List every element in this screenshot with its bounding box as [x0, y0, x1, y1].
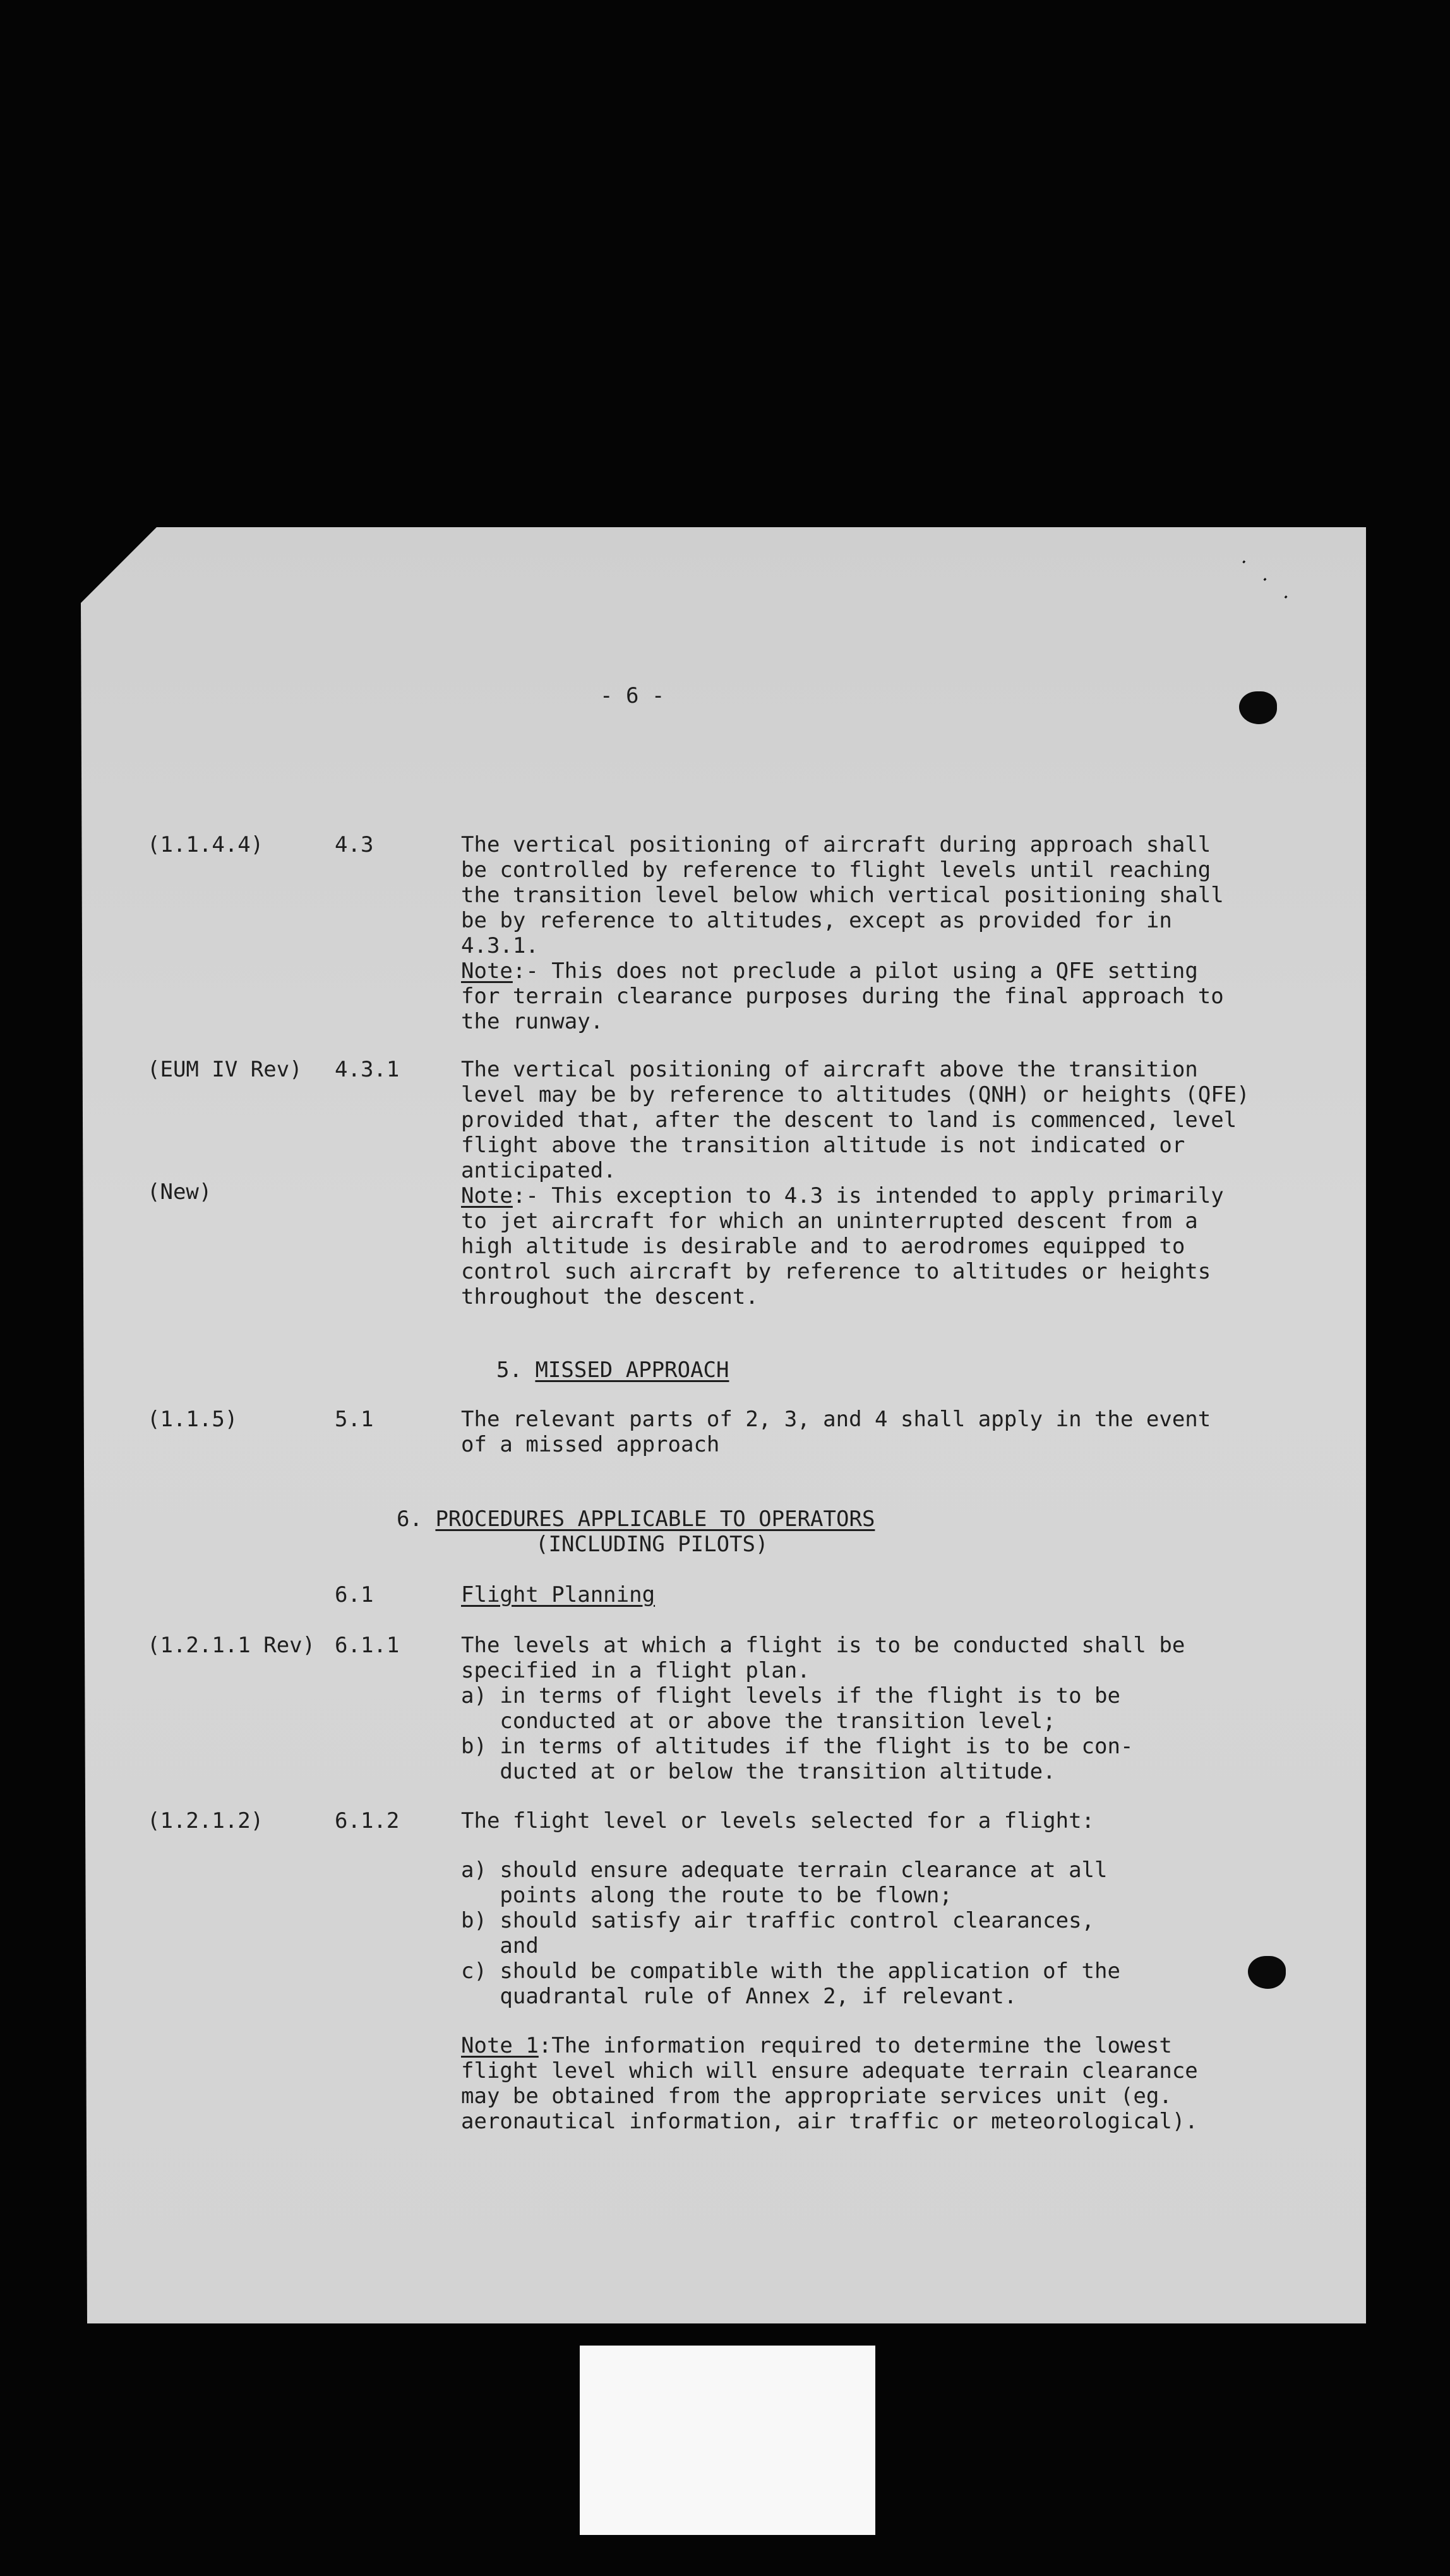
section-number-4-3-1: 4.3.1	[335, 1057, 400, 1082]
section-number-6-1: 6.1	[335, 1582, 374, 1607]
list-item-line: a) in terms of flight levels if the flight is to be	[461, 1683, 1120, 1708]
note-line: for terrain clearance purposes during the final approach to	[461, 984, 1224, 1009]
note-line: may be obtained from the appropriate services unit (eg.	[461, 2084, 1172, 2109]
section-heading-6	[397, 1506, 875, 1532]
list-item-line: quadrantal rule of Annex 2, if relevant.	[461, 1984, 1017, 2009]
margin-ref-6-1-1: (1.2.1.1 Rev)	[147, 1633, 316, 1658]
paragraph-line: the transition level below which vertical positioning shall	[461, 883, 1224, 908]
note-line: throughout the descent.	[461, 1284, 758, 1309]
section-number-4-3: 4.3	[335, 832, 374, 857]
punch-hole-bottom	[1248, 1956, 1286, 1989]
section-number-5-1: 5.1	[335, 1407, 374, 1432]
heading-text: PROCEDURES APPLICABLE TO OPERATORS	[435, 1506, 875, 1532]
note-line: to jet aircraft for which an uninterrupted descent from a	[461, 1208, 1198, 1234]
paragraph-line: anticipated.	[461, 1158, 616, 1183]
list-item-line: ducted at or below the transition altitude.	[461, 1759, 1056, 1784]
punch-hole-top	[1239, 691, 1277, 724]
section-subheading-6: (INCLUDING PILOTS)	[536, 1532, 769, 1557]
note-line	[461, 1183, 1224, 1208]
paragraph-line: be by reference to altitudes, except as provided for in	[461, 908, 1172, 933]
note-line: high altitude is desirable and to aerodromes equipped to	[461, 1234, 1185, 1259]
note-line	[461, 2033, 1172, 2058]
section-number-6-1-2: 6.1.2	[335, 1808, 400, 1834]
margin-ref-4-3: (1.1.4.4)	[147, 832, 264, 857]
list-item-line: c) should be compatible with the application of the	[461, 1959, 1120, 1984]
paragraph-line: 4.3.1.	[461, 933, 539, 958]
page-number: - 6 -	[600, 683, 665, 708]
section-title-6-1: Flight Planning	[461, 1582, 656, 1607]
paragraph-line: The levels at which a flight is to be conducted shall be	[461, 1633, 1185, 1658]
note-line: the runway.	[461, 1009, 604, 1034]
note-line: aeronautical information, air traffic or meteorological).	[461, 2109, 1198, 2134]
list-item-line: conducted at or above the transition level;	[461, 1708, 1056, 1734]
note-text: :The information required to determine the lowest	[538, 2033, 1172, 2058]
margin-ref-4-3-1: (EUM IV Rev)	[147, 1057, 303, 1082]
paragraph-line: The relevant parts of 2, 3, and 4 shall apply in the event	[461, 1407, 1211, 1432]
paragraph-line: The flight level or levels selected for a flight:	[461, 1808, 1095, 1834]
paragraph-line: level may be by reference to altitudes (QNH) or heights (QFE)	[461, 1082, 1250, 1107]
ink-specks: . . .	[1237, 548, 1302, 607]
list-item-line: b) in terms of altitudes if the flight is to be con-	[461, 1734, 1134, 1759]
note-label: Note	[461, 958, 513, 984]
section-heading-5	[496, 1357, 729, 1383]
margin-ref-new: (New)	[147, 1179, 212, 1205]
note-line: control such aircraft by reference to altitudes or heights	[461, 1259, 1211, 1284]
list-item-line: b) should satisfy air traffic control clearances,	[461, 1908, 1095, 1933]
heading-number: 6.	[397, 1506, 422, 1532]
note-line: flight level which will ensure adequate terrain clearance	[461, 2058, 1198, 2084]
list-item-line: and	[461, 1933, 539, 1959]
paragraph-line: provided that, after the descent to land is commenced, level	[461, 1107, 1237, 1133]
note-line	[461, 958, 1198, 984]
margin-ref-6-1-2: (1.2.1.2)	[147, 1808, 264, 1834]
margin-ref-5-1: (1.1.5)	[147, 1407, 238, 1432]
note-text: :- This exception to 4.3 is intended to apply primarily	[512, 1183, 1224, 1208]
list-item-line: points along the route to be flown;	[461, 1883, 952, 1908]
paragraph-line: flight above the transition altitude is not indicated or	[461, 1133, 1185, 1158]
section-number-6-1-1: 6.1.1	[335, 1633, 400, 1658]
list-item-line: a) should ensure adequate terrain clearance at all	[461, 1857, 1108, 1883]
paragraph-line: The vertical positioning of aircraft above the transition	[461, 1057, 1198, 1082]
note-label: Note 1	[461, 2033, 539, 2058]
paragraph-line: be controlled by reference to flight levels until reaching	[461, 857, 1211, 883]
note-text: :- This does not preclude a pilot using a QFE setting	[512, 958, 1198, 984]
note-label: Note	[461, 1183, 513, 1208]
paragraph-line: specified in a flight plan.	[461, 1658, 810, 1683]
heading-text: MISSED APPROACH	[535, 1357, 729, 1383]
paragraph-line: of a missed approach	[461, 1432, 720, 1457]
paragraph-line: The vertical positioning of aircraft during approach shall	[461, 832, 1211, 857]
heading-number: 5.	[496, 1357, 522, 1383]
blank-slip	[580, 2346, 875, 2535]
